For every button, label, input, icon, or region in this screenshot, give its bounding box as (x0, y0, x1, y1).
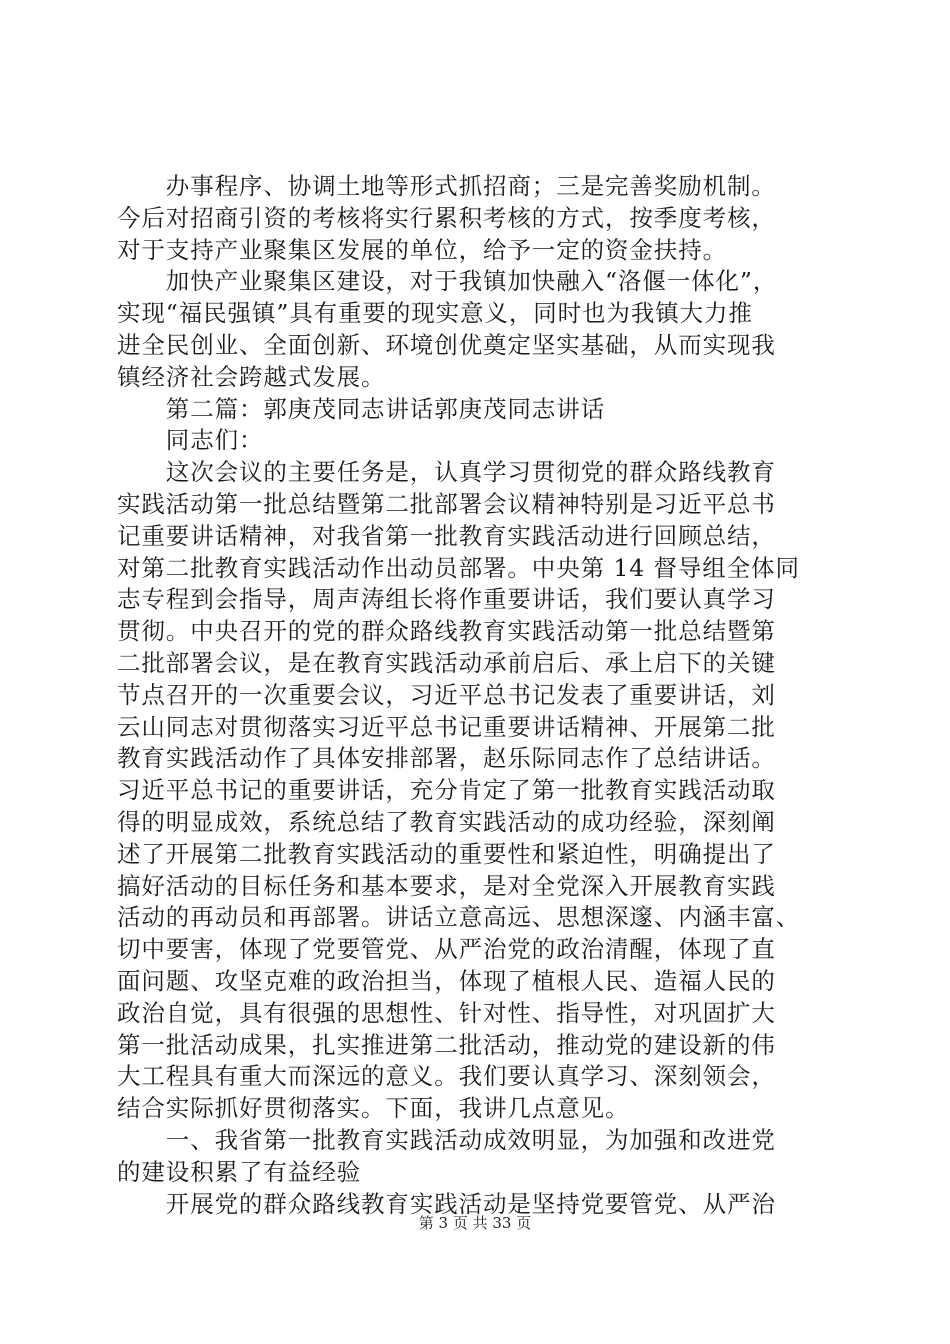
text-line: 一、我省第一批教育实践活动成效明显，为加强和改进党 (117, 1125, 776, 1154)
text-line: 述了开展第二批教育实践活动的重要性和紧迫性，明确提出了 (117, 839, 776, 868)
text-line: 的建设积累了有益经验 (117, 1157, 361, 1186)
text-line: 贯彻。中央召开的党的群众路线教育实践活动第一批总结暨第 (117, 617, 776, 646)
text-line: 结合实际抓好贯彻落实。下面，我讲几点意见。 (117, 1094, 630, 1123)
text-line: 习近平总书记的重要讲话，充分肯定了第一批教育实践活动取 (117, 776, 776, 805)
text-line: 对第二批教育实践活动作出动员部署。中央第 14 督导组全体同 (117, 553, 800, 582)
text-line: 切中要害，体现了党要管党、从严治党的政治清醒，体现了直 (117, 935, 776, 964)
text-line: 二批部署会议，是在教育实践活动承前启后、承上启下的关键 (117, 648, 776, 677)
text-line: 办事程序、协调土地等形式抓招商；三是完善奖励机制。 (117, 172, 776, 200)
text-line: 搞好活动的目标任务和基本要求，是对全党深入开展教育实践 (117, 871, 776, 900)
text-line: 记重要讲话精神，对我省第一批教育实践活动进行回顾总结， (117, 521, 776, 550)
text-line: 这次会议的主要任务是，认真学习贯彻党的群众路线教育 (117, 458, 776, 487)
text-line: 加快产业聚集区建设，对于我镇加快融入“洛偃一体化”， (117, 267, 778, 296)
text-line: 政治自觉，具有很强的思想性、针对性、指导性，对巩固扩大 (117, 998, 776, 1027)
text-line: 面问题、攻坚克难的政治担当，体现了植根人民、造福人民的 (117, 966, 776, 995)
text-line: 云山同志对贯彻落实习近平总书记重要讲话精神、开展第二批 (117, 712, 776, 741)
text-line: 镇经济社会跨越式发展。 (117, 362, 386, 391)
text-line: 今后对招商引资的考核将实行累积考核的方式，按季度考核， (117, 203, 776, 232)
page-footer: 第 3 页 共 33 页 (418, 1214, 532, 1232)
text-line: 节点召开的一次重要会议，习近平总书记发表了重要讲话，刘 (117, 680, 776, 709)
text-line: 同志们： (117, 426, 264, 455)
text-line: 大工程具有重大而深远的意义。我们要认真学习、深刻领会， (117, 1062, 776, 1091)
text-line: 对于支持产业聚集区发展的单位，给予一定的资金扶持。 (117, 235, 727, 264)
text-line: 得的明显成效，系统总结了教育实践活动的成功经验，深刻阐 (117, 807, 776, 836)
text-line: 实现“福民强镇”具有重要的现实意义，同时也为我镇大力推 (117, 299, 753, 328)
document-body (117, 171, 833, 1220)
text-line: 教育实践活动作了具体安排部署，赵乐际同志作了总结讲话。 (117, 744, 776, 773)
text-line: 进全民创业、全面创新、环境创优奠定坚实基础，从而实现我 (117, 330, 776, 359)
text-line: 活动的再动员和再部署。讲话立意高远、思想深邃、内涵丰富、 (117, 903, 801, 932)
text-line: 志专程到会指导，周声涛组长将作重要讲话，我们要认真学习 (117, 585, 776, 614)
text-line: 实践活动第一批总结暨第二批部署会议精神特别是习近平总书 (117, 489, 776, 518)
text-line: 第一批活动成果，扎实推进第二批活动，推动党的建设新的伟 (117, 1030, 776, 1059)
text-line: 开展党的群众路线教育实践活动是坚持党要管党、从严治 (117, 1189, 776, 1218)
text-line: 第二篇：郭庚茂同志讲话郭庚茂同志讲话 (117, 394, 605, 423)
